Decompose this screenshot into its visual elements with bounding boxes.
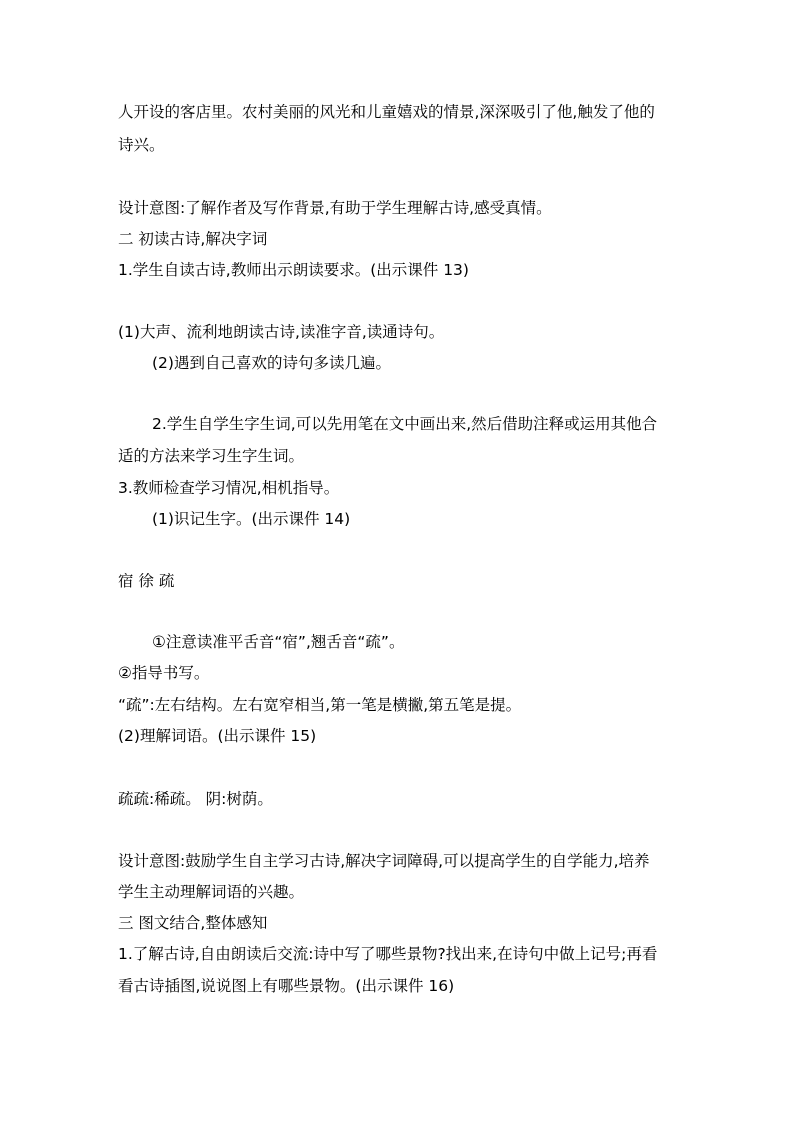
paragraph-line: 适的方法来学习生字生词。 — [118, 447, 305, 465]
step-line: 3.教师检查学习情况,相机指导。 — [118, 479, 340, 497]
sub-step-line: (1)识记生字。(出示课件 14) — [152, 510, 351, 528]
note-line: ②指导书写。 — [118, 664, 210, 682]
design-intent-line: 设计意图:鼓励学生自主学习古诗,解决字词障碍,可以提高学生的自学能力,培养 — [118, 852, 650, 870]
section-heading: 二 初读古诗,解决字词 — [118, 230, 268, 248]
note-line: “疏”:左右结构。左右宽窄相当,第一笔是横撇,第五笔是提。 — [118, 696, 522, 714]
design-intent-line: 设计意图:了解作者及写作背景,有助于学生理解古诗,感受真情。 — [118, 199, 552, 217]
step-line: 1.了解古诗,自由朗读后交流:诗中写了哪些景物?找出来,在诗句中做上记号;再看 — [118, 945, 658, 963]
paragraph-line: 诗兴。 — [118, 136, 165, 154]
vocabulary-line: 疏疏:稀疏。 阴:树荫。 — [118, 790, 273, 808]
paragraph-line: 人开设的客店里。农村美丽的风光和儿童嬉戏的情景,深深吸引了他,触发了他的 — [118, 103, 655, 121]
sub-step-line: (2)理解词语。(出示课件 15) — [118, 727, 317, 745]
step-line: 1.学生自读古诗,教师出示朗读要求。(出示课件 13) — [118, 261, 469, 279]
characters-line: 宿 徐 疏 — [118, 572, 175, 590]
sub-step-line: (2)遇到自己喜欢的诗句多读几遍。 — [152, 354, 391, 372]
paragraph-line: 看古诗插图,说说图上有哪些景物。(出示课件 16) — [118, 977, 455, 995]
sub-step-line: (1)大声、流利地朗读古诗,读准字音,读通诗句。 — [118, 323, 445, 341]
paragraph-line: 学生主动理解词语的兴趣。 — [118, 883, 305, 901]
step-line: 2.学生自学生字生词,可以先用笔在文中画出来,然后借助注释或运用其他合 — [152, 415, 658, 433]
note-line: ①注意读准平舌音“宿”,翘舌音“疏”。 — [152, 633, 405, 651]
section-heading: 三 图文结合,整体感知 — [118, 914, 268, 932]
